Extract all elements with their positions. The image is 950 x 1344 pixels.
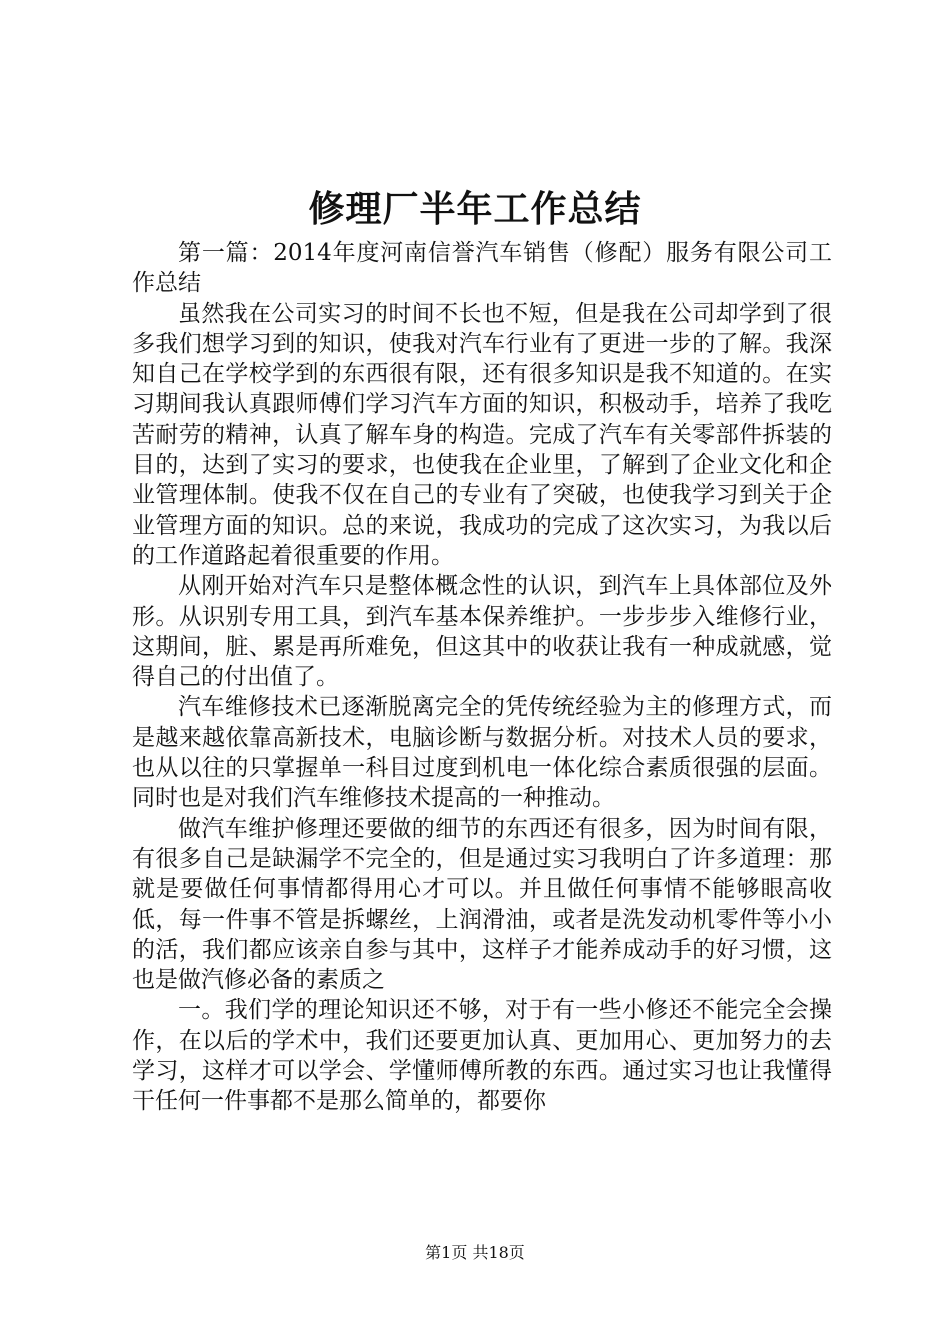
document-body — [132, 238, 832, 1117]
document-title: 修理厂半年工作总结 — [308, 188, 642, 230]
paragraph: 从刚开始对汽车只是整体概念性的认识，到汽车上具体部位及外形。从识别专用工具，到汽车基本保养维护。一步步步入维修行业，这期间，脏、累是再所难免，但这其中的收获让我有一种成就感，觉得自己的付出值了。 — [132, 573, 832, 691]
paragraph: 汽车维修技术已逐渐脱离完全的凭传统经验为主的修理方式，而是越来越依靠高新技术，电脑诊断与数据分析。对技术人员的要求，也从以往的只掌握单一科目过度到机电一体化综合素质很强的层面。同时也是对我们汽车维修技术提高的一种推动。 — [132, 694, 832, 812]
paragraph: 虽然我在公司实习的时间不长也不短，但是我在公司却学到了很多我们想学习到的知识，使我对汽车行业有了更进一步的了解。我深知自己在学校学到的东西很有限，还有很多知识是我不知道的。在实习期间我认真跟师傅们学习汽车方面的知识，积极动手，培养了我吃苦耐劳的精神，认真了解车身的构造。完成了汽车有关零部件拆装的目的，达到了实习的要求，也使我在企业里，了解到了企业文化和企业管理体制。使我不仅在自己的专业有了突破，也使我学习到关于企业管理方面的知识。总的来说，我成功的完成了这次实习，为我以后的工作道路起着很重要的作用。 — [132, 300, 832, 569]
paragraph: 做汽车维护修理还要做的细节的东西还有很多，因为时间有限，有很多自己是缺漏学不完全的，但是通过实习我明白了许多道理：那就是要做任何事情都得用心才可以。并且做任何事情不能够眼高收低，每一件事不管是拆螺丝，上润滑油，或者是洗发动机零件等小小的活，我们都应该亲自参与其中，这样子才能养成动手的好习惯，这也是做汽修必备的素质之 — [132, 815, 832, 994]
page-number-footer: 第1页 共18页 — [425, 1243, 525, 1262]
paragraph-heading: 第一篇：2014年度河南信誉汽车销售（修配）服务有限公司工作总结 — [132, 240, 832, 297]
paragraph: 一。我们学的理论知识还不够，对于有一些小修还不能完全会操作，在以后的学术中，我们还要更加认真、更加用心、更加努力的去学习，这样才可以学会、学懂师傅所教的东西。通过实习也让我懂得干任何一件事都不是那么简单的，都要你 — [132, 997, 832, 1115]
